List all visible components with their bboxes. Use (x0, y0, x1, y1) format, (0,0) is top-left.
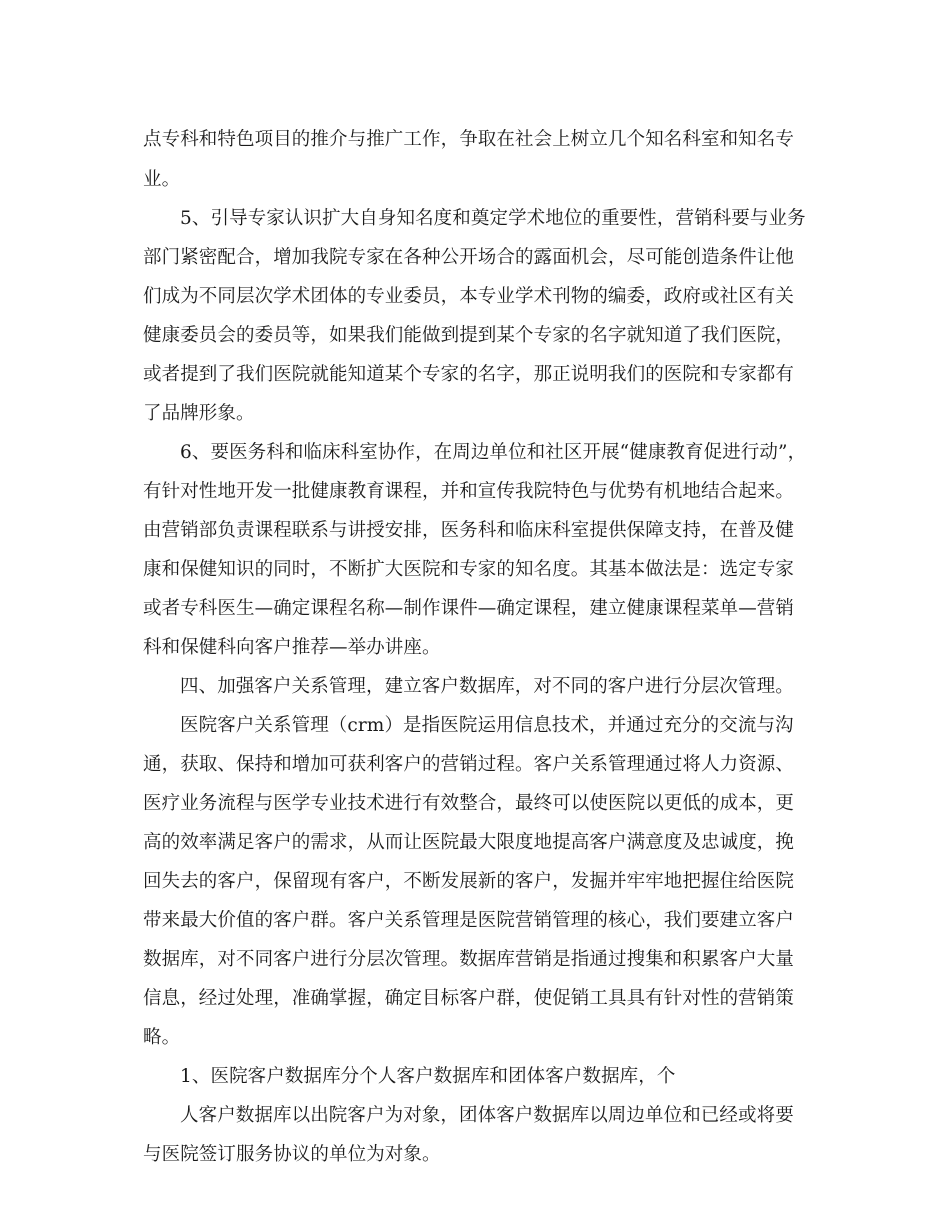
text-line: 由营销部负责课程联系与讲授安排，医务科和临床科室提供保障支持，在普及健 (143, 520, 795, 541)
text-line: 回失去的客户，保留现有客户，不断发展新的客户，发掘并牢牢地把握住给医院 (143, 871, 795, 892)
section-heading: 四、加强客户关系管理，建立客户数据库，对不同的客户进行分层次管理。 (180, 676, 794, 697)
text-line: 部门紧密配合，增加我院专家在各种公开场合的露面机会，尽可能创造条件让他 (143, 247, 795, 268)
text-line: 数据库，对不同客户进行分层次管理。数据库营销是指通过搜集和积累客户大量 (143, 949, 795, 970)
text-line: 略。 (143, 1027, 181, 1048)
text-line: 有针对性地开发一批健康教育课程，并和宣传我院特色与优势有机地结合起来。 (143, 481, 795, 502)
text-line: 们成为不同层次学术团体的专业委员，本专业学术刊物的编委，政府或社区有关 (143, 286, 795, 307)
text-line: 科和保健科向客户推荐—举办讲座。 (143, 637, 441, 658)
text-line: 与医院签订服务协议的单位为对象。 (143, 1144, 441, 1165)
text-line: 了品牌形象。 (143, 403, 255, 424)
text-line: 业。 (143, 169, 181, 190)
text-line: 高的效率满足客户的需求，从而让医院最大限度地提高客户满意度及忠诚度，挽 (143, 832, 795, 853)
text-line: 6、要医务科和临床科室协作，在周边单位和社区开展“健康教育促进行动”， (180, 442, 807, 463)
text-line: 医疗业务流程与医学专业技术进行有效整合，最终可以使医院以更低的成本，更 (143, 793, 795, 814)
text-line: 康和保健知识的同时，不断扩大医院和专家的知名度。其基本做法是：选定专家 (143, 559, 795, 580)
text-line: 或者提到了我们医院就能知道某个专家的名字，那正说明我们的医院和专家都有 (143, 364, 795, 385)
text-line: 医院客户关系管理（crm）是指医院运用信息技术，并通过充分的交流与沟 (180, 715, 794, 736)
text-line: 或者专科医生—确定课程名称—制作课件—确定课程，建立健康课程菜单—营销 (143, 598, 795, 619)
text-line: 健康委员会的委员等，如果我们能做到提到某个专家的名字就知道了我们医院， (143, 325, 795, 346)
text-line: 1、医院客户数据库分个人客户数据库和团体客户数据库，个 (180, 1066, 676, 1087)
text-line: 带来最大价值的客户群。客户关系管理是医院营销管理的核心，我们要建立客户 (143, 910, 795, 931)
text-line: 5、引导专家认识扩大自身知名度和奠定学术地位的重要性，营销科要与业务 (180, 208, 806, 229)
text-line: 人客户数据库以出院客户为对象，团体客户数据库以周边单位和已经或将要 (180, 1105, 794, 1126)
text-line: 点专科和特色项目的推介与推广工作，争取在社会上树立几个知名科室和知名专 (143, 129, 795, 150)
text-line: 通，获取、保持和增加可获利客户的营销过程。客户关系管理通过将人力资源、 (143, 754, 795, 775)
text-line: 信息，经过处理，准确掌握，确定目标客户群，使促销工具具有针对性的营销策 (143, 988, 795, 1009)
